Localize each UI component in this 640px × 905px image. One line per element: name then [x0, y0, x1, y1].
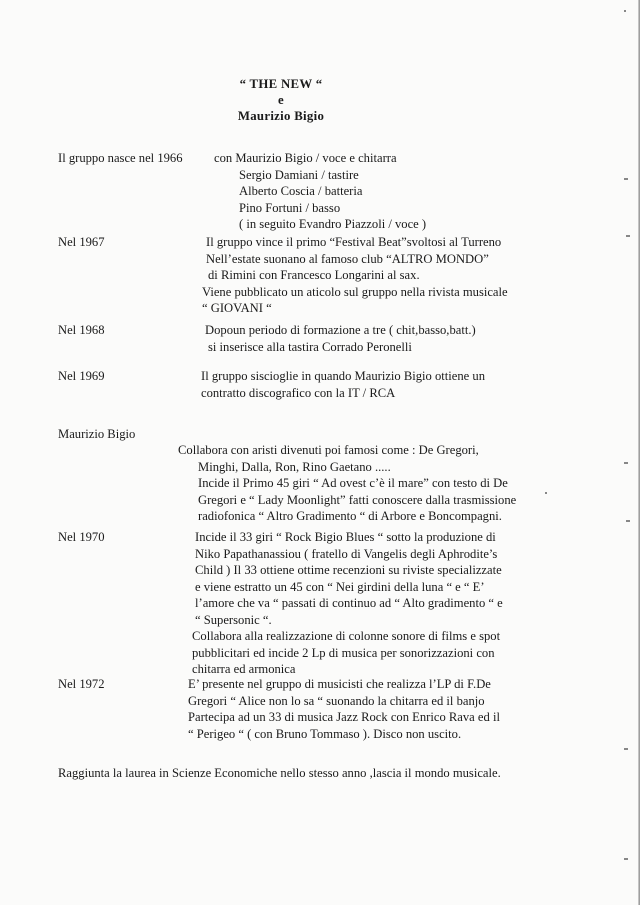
text-line: si inserisce alla tastira Corrado Peronelli [208, 339, 412, 354]
text-line: Alberto Coscia / batteria [239, 184, 363, 198]
text-line: Niko Papathanassiou ( fratello di Vangelis degli Aphrodite’s [195, 546, 498, 561]
text-line: “ GIOVANI “ [202, 301, 272, 315]
document-title [0, 76, 516, 124]
text-line: Child ) Il 33 ottiene ottime recenzioni su riviste specializzate [195, 563, 502, 577]
text-line: contratto discografico con la IT / RCA [201, 385, 396, 400]
text-line: Collabora con aristi divenuti poi famosi come : De Gregori, [178, 443, 479, 457]
footer-text: Raggiunta la laurea in Scienze Economiche nello stesso anno ,lascia il mondo musicale. [58, 766, 501, 780]
section-content-maurizio-bigio [178, 442, 516, 525]
text-line: Gregori “ Alice non lo sa “ suonando la chitarra ed il banjo [188, 693, 485, 708]
section-content-1968 [205, 322, 476, 355]
text-line: Sergio Damiani / tastire [239, 167, 359, 182]
section-label-1972: Nel 1972 [58, 677, 105, 691]
text-line: “ Perigeo “ ( con Bruno Tommaso ). Disco non uscito. [188, 726, 462, 741]
text-line: e viene estratto un 45 con “ Nei girdini della luna “ e “ E’ [195, 579, 485, 594]
text-line: “ Supersonic “. [195, 612, 272, 627]
section-label-1967: Nel 1967 [58, 235, 105, 249]
text-line: ( in seguito Evandro Piazzoli / voce ) [239, 217, 427, 231]
scan-speck [624, 858, 628, 860]
scan-speck [624, 748, 628, 750]
text-line: Nell’estate suonano al famoso club “ALTRO MONDO” [206, 251, 489, 266]
text-line: l’amore che va “ passati di continuo ad “ Alto gradimento “ e [195, 596, 503, 610]
title-conjunction: e [278, 93, 284, 107]
section-content-1970 [192, 529, 503, 678]
text-line: Gregori e “ Lady Moonlight” fatti conoscere dalla trasmissione [198, 492, 517, 507]
text-line: Incide il 33 giri “ Rock Bigio Blues “ sotto la produzione di [195, 530, 496, 544]
section-content-1972 [188, 676, 500, 742]
text-line: radiofonica “ Altro Gradimento “ di Arbore e Boncompagni. [198, 509, 502, 523]
section-label-maurizio-bigio: Maurizio Bigio [58, 427, 136, 441]
section-content-1966 [214, 150, 426, 233]
scan-speck [545, 492, 547, 494]
scan-speck [624, 462, 628, 464]
section-label-1970: Nel 1970 [58, 530, 105, 544]
text-line: Minghi, Dalla, Ron, Rino Gaetano ..... [198, 459, 391, 474]
text-line: Collabora alla realizzazione di colonne sonore di films e spot [192, 629, 501, 643]
text-line: di Rimini con Francesco Longarini al sax. [208, 268, 420, 282]
text-line: Il gruppo vince il primo “Festival Beat”svoltosi al Turreno [206, 235, 502, 249]
scan-speck [626, 520, 630, 522]
text-line: chitarra ed armonica [192, 662, 296, 676]
section-label-1968: Nel 1968 [58, 323, 105, 337]
text-line: Partecipa ad un 33 di musica Jazz Rock con Enrico Rava ed il [188, 710, 500, 724]
section-label-1966: Il gruppo nasce nel 1966 [58, 151, 183, 165]
section-content-1969 [201, 368, 485, 401]
title-artist-name: Maurizio Bigio [237, 109, 325, 123]
text-line: pubblicitari ed incide 2 Lp di musica per sonorizzazioni con [192, 645, 495, 660]
scan-speck [626, 235, 630, 237]
section-content-1967 [202, 234, 508, 317]
text-line: Pino Fortuni / basso [239, 200, 341, 215]
text-line: E’ presente nel gruppo di musicisti che realizza l’LP di F.De [188, 677, 491, 691]
section-label-1969: Nel 1969 [58, 369, 105, 383]
text-line: Il gruppo siscioglie in quando Maurizio Bigio ottiene un [201, 369, 486, 383]
text-line: Dopoun periodo di formazione a tre ( chit,basso,batt.) [205, 323, 476, 337]
text-line: con Maurizio Bigio / voce e chitarra [214, 151, 397, 165]
text-line: Incide il Primo 45 giri “ Ad ovest c’è il mare” con testo di De [198, 476, 508, 490]
scan-speck [624, 178, 628, 180]
text-line: Viene pubblicato un aticolo sul gruppo nella rivista musicale [202, 284, 508, 299]
title-band-name: “ THE NEW “ [239, 77, 323, 91]
scan-speck [624, 10, 626, 12]
